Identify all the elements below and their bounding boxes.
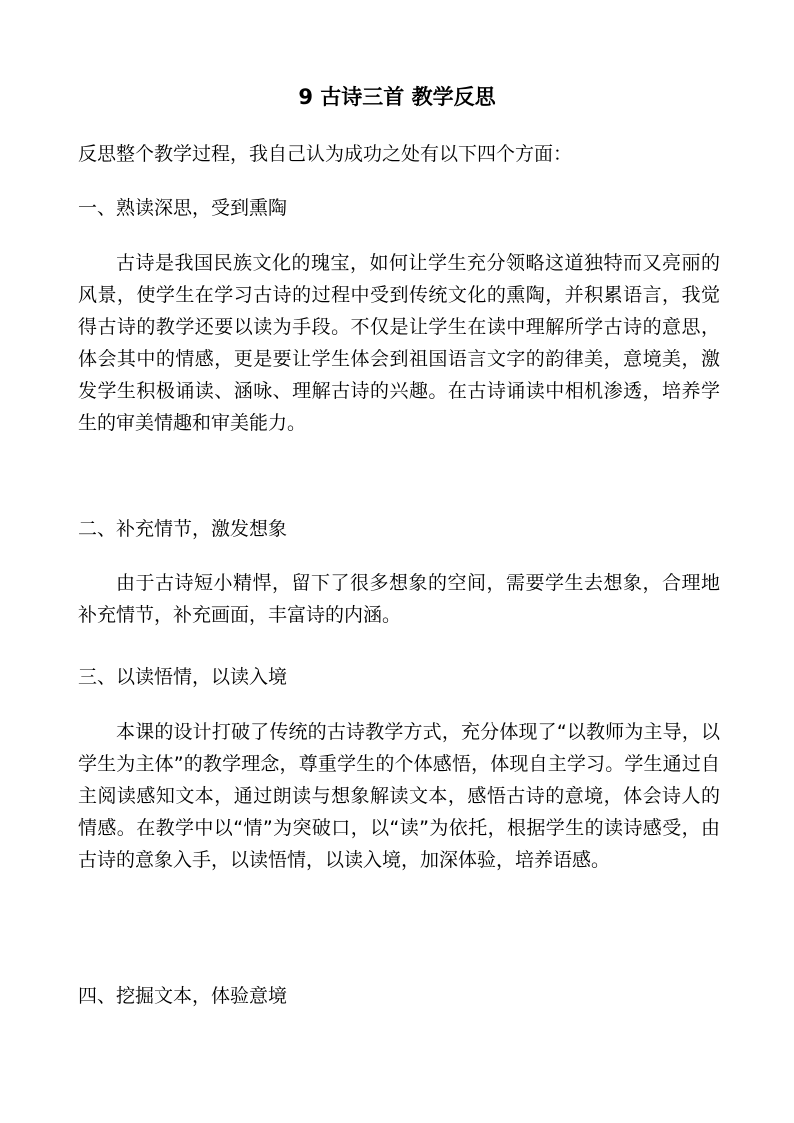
section-body-3: 本课的设计打破了传统的古诗教学方式，充分体现了“以教师为主导，以学生为主体”的教学理念，尊重学生的个体感悟，体现自主学习。学生通过自主阅读感知文本，通过朗读与想象解读文本，感悟古诗的意境，体会诗人的情感。在教学中以“情”为突破口，以“读”为依托，根据学生的读诗感受，由古诗的意象入手，以读悟情，以读入境，加深体验，培养语感。 <box>78 721 720 871</box>
page-title: 9 古诗三首 教学反思 <box>298 85 496 109</box>
section-heading-3: 三、以读悟情，以读入境 <box>78 666 288 688</box>
intro-text: 反思整个教学过程，我自己认为成功之处有以下四个方面： <box>78 143 573 165</box>
section-heading-2: 二、补充情节，激发想象 <box>78 518 288 540</box>
section-body-1: 古诗是我国民族文化的瑰宝，如何让学生充分领略这道独特而又亮丽的风景，使学生在学习古诗的过程中受到传统文化的熏陶，并积累语言，我觉得古诗的教学还要以读为手段。不仅是让学生在读中理解所学古诗的意思，体会其中的情感，更是要让学生体会到祖国语言文字的韵律美，意境美，激发学生积极诵读、涵咏、理解古诗的兴趣。在古诗诵读中相机渗透，培养学生的审美情趣和审美能力。 <box>78 252 720 434</box>
section-body-2: 由于古诗短小精悍，留下了很多想象的空间，需要学生去想象，合理地补充情节，补充画面，丰富诗的内涵。 <box>78 572 720 626</box>
section-heading-4: 四、挖掘文本，体验意境 <box>78 985 288 1007</box>
section-heading-1: 一、熟读深思，受到熏陶 <box>78 197 288 219</box>
